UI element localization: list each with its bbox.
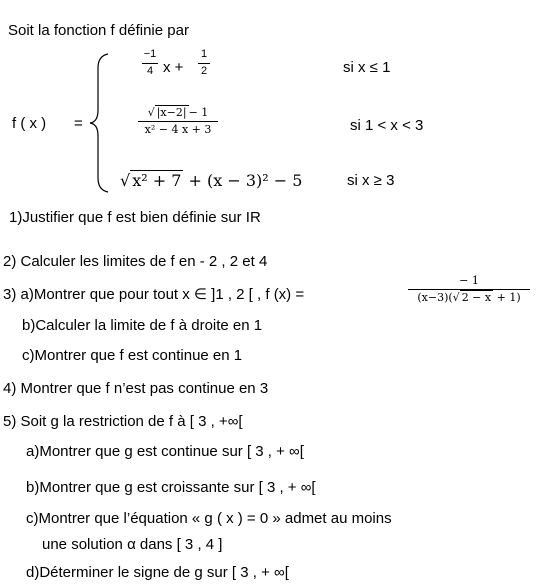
piece2-denominator: x² − 4 x + 3 [144,123,212,136]
piece1-half-fraction [198,48,210,78]
question-3a-denominator: (x−3)(√ 2 − x + 1) [417,291,521,304]
piece3-condition: si x ≥ 3 [347,172,395,189]
piece3-expression: √ x² + 7 + (x − 3)² − 5 [120,171,303,190]
question-1: 1)Justifier que f est bien définie sur IR [9,209,261,226]
piece2-radicand: |x−2| [156,106,187,119]
question-3a-numerator: − 1 [459,274,479,287]
question-5: 5) Soit g la restriction de f à [ 3 , +∞[ [3,413,243,430]
piece1-fraction [142,48,158,78]
question-3a-fraction [408,274,530,304]
question-5b: b)Montrer que g est croissante sur [ 3 , + ∞[ [26,479,316,496]
piece3-rest: + (x − 3)² − 5 [188,171,303,190]
piece1-condition: si x ≤ 1 [343,59,391,76]
left-brace [88,52,112,194]
piece1-denominator: 4 [146,65,154,77]
intro-text: Soit la fonction f définie par [8,22,189,39]
piece1-x-plus: x + [163,59,184,76]
piece2-numerator: √ |x−2| − 1 [147,106,209,119]
piece2-fraction [138,106,218,136]
piece2-condition: si 1 < x < 3 [350,117,424,134]
question-3c: c)Montrer que f est continue en 1 [22,347,243,364]
question-4: 4) Montrer que f n’est pas continue en 3 [3,380,269,397]
piece3-radicand: x² + 7 [132,171,182,190]
question-3a: 3) a)Montrer que pour tout x ∈ ]1 , 2 [ , f (x) = [3,286,305,303]
piece2-minus-one: − 1 [188,106,209,119]
question-5d: d)Déterminer le signe de g sur [ 3 , + ∞[ [26,564,289,581]
question-2: 2) Calculer les limites de f en - 2 , 2 et 4 [3,253,268,270]
function-label: f ( x ) [12,115,47,132]
equals-sign: = [74,115,83,132]
question-5c-line1: c)Montrer que l’équation « g ( x ) = 0 » admet au moins [26,510,392,527]
question-5c-line2: une solution α dans [ 3 , 4 ] [42,536,223,553]
piece1-numerator: −1 [143,48,157,60]
question-3b: b)Calculer la limite de f à droite en 1 [22,317,263,334]
piece1-half-numerator: 1 [200,48,208,60]
piece1-half-denominator: 2 [200,65,208,77]
question-5a: a)Montrer que g est continue sur [ 3 , + ∞[ [26,443,304,460]
